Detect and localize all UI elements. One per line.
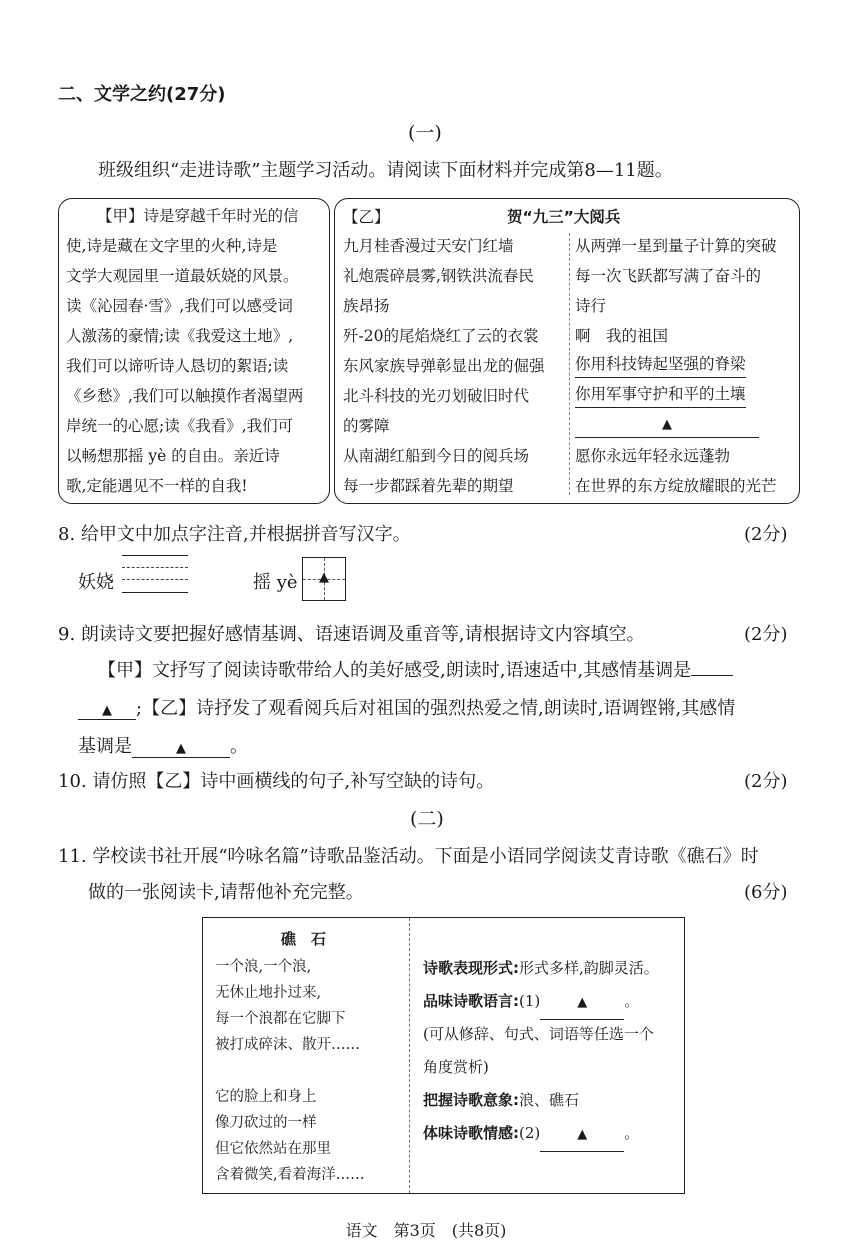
- yi-left-line: 族昂扬: [343, 297, 390, 315]
- score-q8: (2分): [744, 524, 788, 545]
- poem-line: 但它依然站在那里: [215, 1141, 331, 1157]
- language-note: 角度赏析): [423, 1058, 489, 1076]
- poem-line: 像刀砍过的一样: [215, 1115, 317, 1131]
- poem-line: 含着微笑,看着海洋……: [215, 1167, 365, 1183]
- underlined-line: 你用科技铸起坚强的脊梁: [575, 351, 746, 378]
- score-q11: (6分): [744, 882, 788, 903]
- yi-left-line: 九月桂香漫过天安门红墙: [343, 237, 514, 255]
- pinyin-writing-lines: [122, 555, 188, 602]
- yi-right-line: 啊 我的祖国: [575, 327, 669, 345]
- emotion-row: 体味诗歌情感:(2) ▲ 。: [423, 1117, 639, 1152]
- yi-left-line: 每一步都踩着先辈的期望: [343, 477, 514, 495]
- language-note: (可从修辞、句式、词语等任选一个: [423, 1025, 654, 1043]
- jia-box: [58, 198, 330, 504]
- jia-line: 使,诗是藏在文字里的火种,诗是: [66, 237, 278, 255]
- reading-card: [202, 917, 685, 1194]
- poem-title: 贺“九三”大阅兵: [507, 208, 621, 226]
- yi-right-line: 诗行: [575, 297, 607, 315]
- card-poem-title: 礁 石: [281, 930, 327, 948]
- question-9: 9. 朗读诗文要把握好感情基调、语速语调及重音等,请根据诗文内容填空。: [58, 624, 645, 645]
- yi-right-line: 每一次飞跃都写满了奋斗的: [575, 267, 762, 285]
- question-8: 8. 给甲文中加点字注音,并根据拼音写汉字。: [58, 524, 411, 545]
- answer-mark: ▲: [319, 570, 329, 585]
- yi-left-line: 从南湖红船到今日的阅兵场: [343, 447, 530, 465]
- section-title: 二、文学之约(27分): [58, 84, 226, 105]
- jia-line: 《乡愁》,我们可以触摸作者渴望两: [66, 387, 304, 405]
- jia-line: 人激荡的豪情;读《我爱这土地》,: [66, 327, 294, 345]
- yi-left-line: 东风家族导弹彰显出龙的倔强: [343, 357, 545, 375]
- q8-word2: 摇 yè: [253, 572, 298, 593]
- jia-line: 我们可以谛听诗人恳切的絮语;读: [66, 357, 289, 375]
- jia-label: 【甲】诗是穿越千年时光的信: [97, 207, 299, 225]
- form-row: 诗歌表现形式:形式多样,韵脚灵活。: [423, 959, 659, 977]
- yi-right-line: 愿你永远年轻永远蓬勃: [575, 447, 731, 465]
- yi-divider: [569, 233, 570, 495]
- underlined-line: 你用军事守护和平的土壤: [575, 381, 746, 408]
- answer-blank: ▲: [540, 1117, 624, 1152]
- character-grid-box: [302, 557, 346, 601]
- yi-right-line: 从两弹一星到量子计算的突破: [575, 237, 777, 255]
- question-11: 11. 学校读书社开展“吟咏名篇”诗歌品鉴活动。下面是小语同学阅读艾青诗歌《礁石》时: [58, 846, 759, 867]
- score-q10: (2分): [744, 771, 788, 792]
- image-row: 把握诗歌意象:浪、礁石: [423, 1091, 580, 1109]
- jia-line: 读《沁园春·雪》,我们可以感受词: [66, 297, 293, 315]
- question-10: 10. 请仿照【乙】诗中画横线的句子,补写空缺的诗句。: [58, 771, 495, 792]
- jia-line: 歌,定能遇见不一样的自我!: [66, 477, 248, 495]
- poem-line: 它的脸上和身上: [215, 1089, 317, 1105]
- part-two-heading: (二): [410, 808, 444, 830]
- answer-blank: ▲: [78, 698, 136, 720]
- answer-blank: ▲: [575, 411, 759, 438]
- language-row: 品味诗歌语言:(1) ▲ 。: [423, 985, 639, 1020]
- intro-text: 班级组织“走进诗歌”主题学习活动。请阅读下面材料并完成第8—11题。: [98, 160, 673, 181]
- q8-word1: 妖娆: [78, 572, 114, 593]
- card-divider: [409, 918, 410, 1193]
- yi-right-line: 在世界的东方绽放耀眼的光芒: [575, 477, 777, 495]
- poem-line: 无休止地扑过来,: [215, 985, 322, 1001]
- poem-line: 每一个浪都在它脚下: [215, 1011, 346, 1027]
- yi-left-line: 的雾障: [343, 417, 390, 435]
- yi-label: 【乙】: [343, 208, 390, 226]
- answer-blank: [691, 675, 733, 676]
- jia-line: 文学大观园里一道最妖娆的风景。: [66, 267, 299, 285]
- jia-line: 以畅想那摇 yè 的自由。亲近诗: [66, 447, 280, 465]
- jia-line: 岸统一的心愿;读《我看》,我们可: [66, 417, 294, 435]
- yi-left-line: 北斗科技的光刃划破旧时代: [343, 387, 530, 405]
- yi-box: [334, 198, 800, 504]
- answer-blank: ▲: [132, 736, 230, 758]
- poem-line: 被打成碎沫、散开……: [215, 1037, 360, 1053]
- q9-line2: ▲ ;【乙】诗抒发了观看阅兵后对祖国的强烈热爱之情,朗读时,语调铿锵,其感情: [78, 694, 735, 720]
- yi-left-line: 礼炮震碎晨雾,钢铁洪流春民: [343, 267, 534, 285]
- q9-line1: 【甲】文抒写了阅读诗歌带给人的美好感受,朗读时,语速适中,其感情基调是: [98, 656, 733, 682]
- part-one-heading: (一): [408, 122, 442, 144]
- yi-left-line: 歼-20的尾焰烧红了云的衣裳: [343, 327, 539, 345]
- answer-blank: ▲: [540, 985, 624, 1020]
- page-footer: 语文 第3页 (共8页): [345, 1221, 507, 1240]
- poem-line: 一个浪,一个浪,: [215, 959, 312, 975]
- question-11-cont: 做的一张阅读卡,请帮他补充完整。: [88, 882, 364, 903]
- q9-line3: 基调是 ▲ 。: [78, 736, 248, 757]
- score-q9: (2分): [744, 624, 788, 645]
